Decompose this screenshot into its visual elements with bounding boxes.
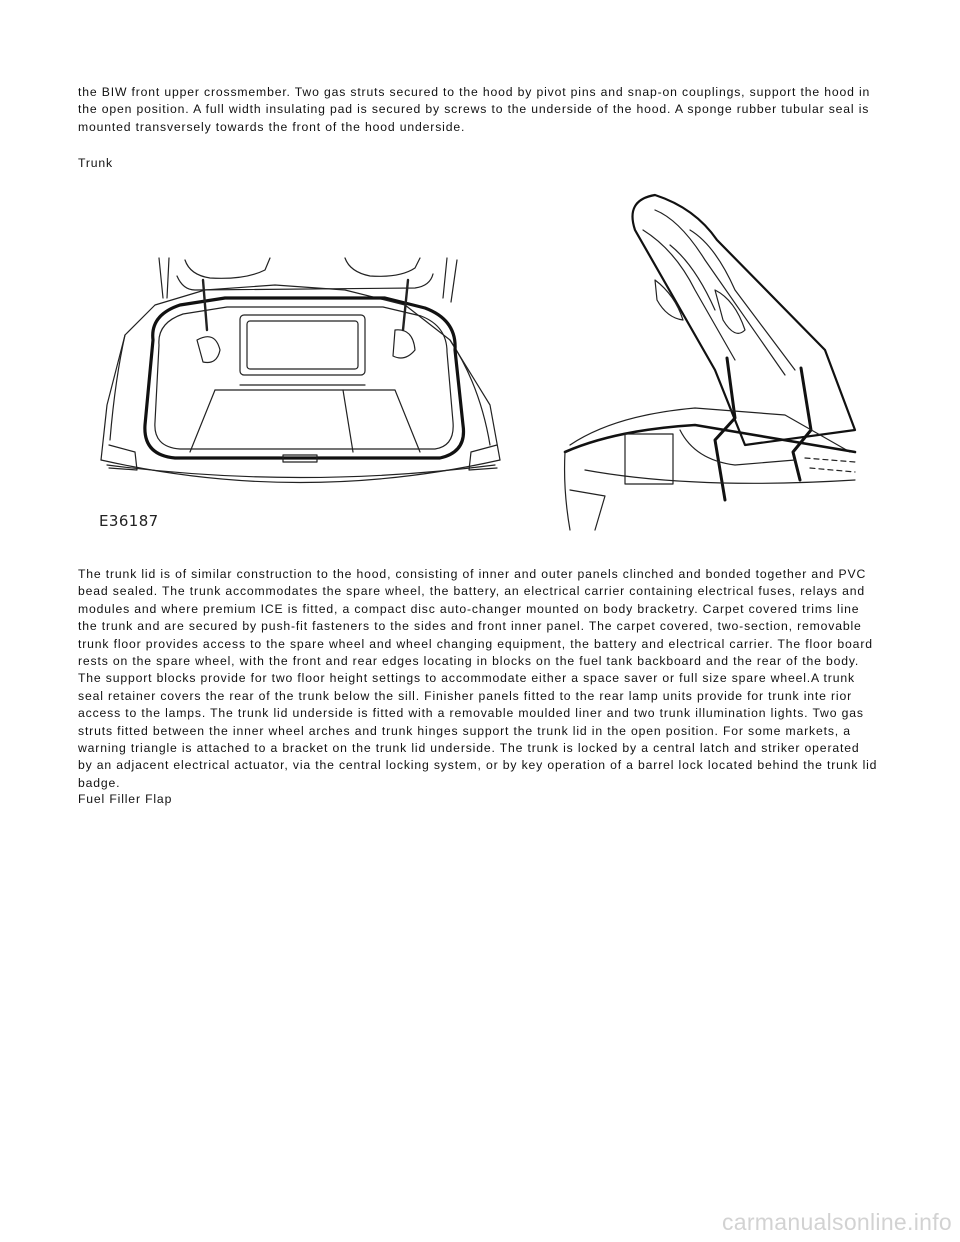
section-heading-trunk: Trunk: [78, 156, 113, 170]
trunk-rear-view: [101, 258, 500, 483]
intro-paragraph: the BIW front upper crossmember. Two gas struts secured to the hood by pivot pins and snap-on couplings, support the hood in the open position. A full width insulating pad is secured by screws to the underside of the hood. A sponge rubber tubular seal is mounted transversely towards the front of the hood underside.: [78, 85, 871, 134]
section-heading-fuel-filler-flap: Fuel Filler Flap: [78, 792, 173, 806]
trunk-side-view: [565, 195, 855, 530]
watermark: carmanualsonline.info: [721, 1209, 952, 1235]
trunk-illustration: [95, 190, 865, 535]
trunk-paragraph: The trunk lid is of similar construction to the hood, consisting of inner and outer panels clinched and bonded together and PVC bead sealed. The trunk accommodates the spare wheel, the battery, an electrical carrier containing electrical fuses, relays and modules and where premium ICE is fitted, a compact disc auto-changer mounted on body bracketry. Carpet covered trims line the trunk and are secured by push-fit fasteners to the sides and front inner panel. The carpet covered, two-section, removable trunk floor provides access to the spare wheel and wheel changing equipment, the battery and electrical carrier. The floor board rests on the spare wheel, with the front and rear edges locating in blocks on the fuel tank backboard and the rear of the body. The support blocks provide for two floor height settings to accommodate either a space saver or full size spare wheel.A trunk seal retainer covers the rear of the trunk below the sill. Finisher panels fitted to the rear lamp units provide for trunk inte rior access to the lamps. The trunk lid underside is fitted with a removable moulded liner and two trunk illumination lights. Two gas struts fitted between the inner wheel arches and trunk hinges support the trunk lid in the open position. For some markets, a warning triangle is attached to a bracket on the trunk lid underside. The trunk is locked by a central latch and striker operated by an adjacent electrical actuator, via the central locking system, or by key operation of a barrel lock located behind the trunk lid badge.: [78, 567, 878, 790]
figure-label: E36187: [99, 512, 159, 530]
